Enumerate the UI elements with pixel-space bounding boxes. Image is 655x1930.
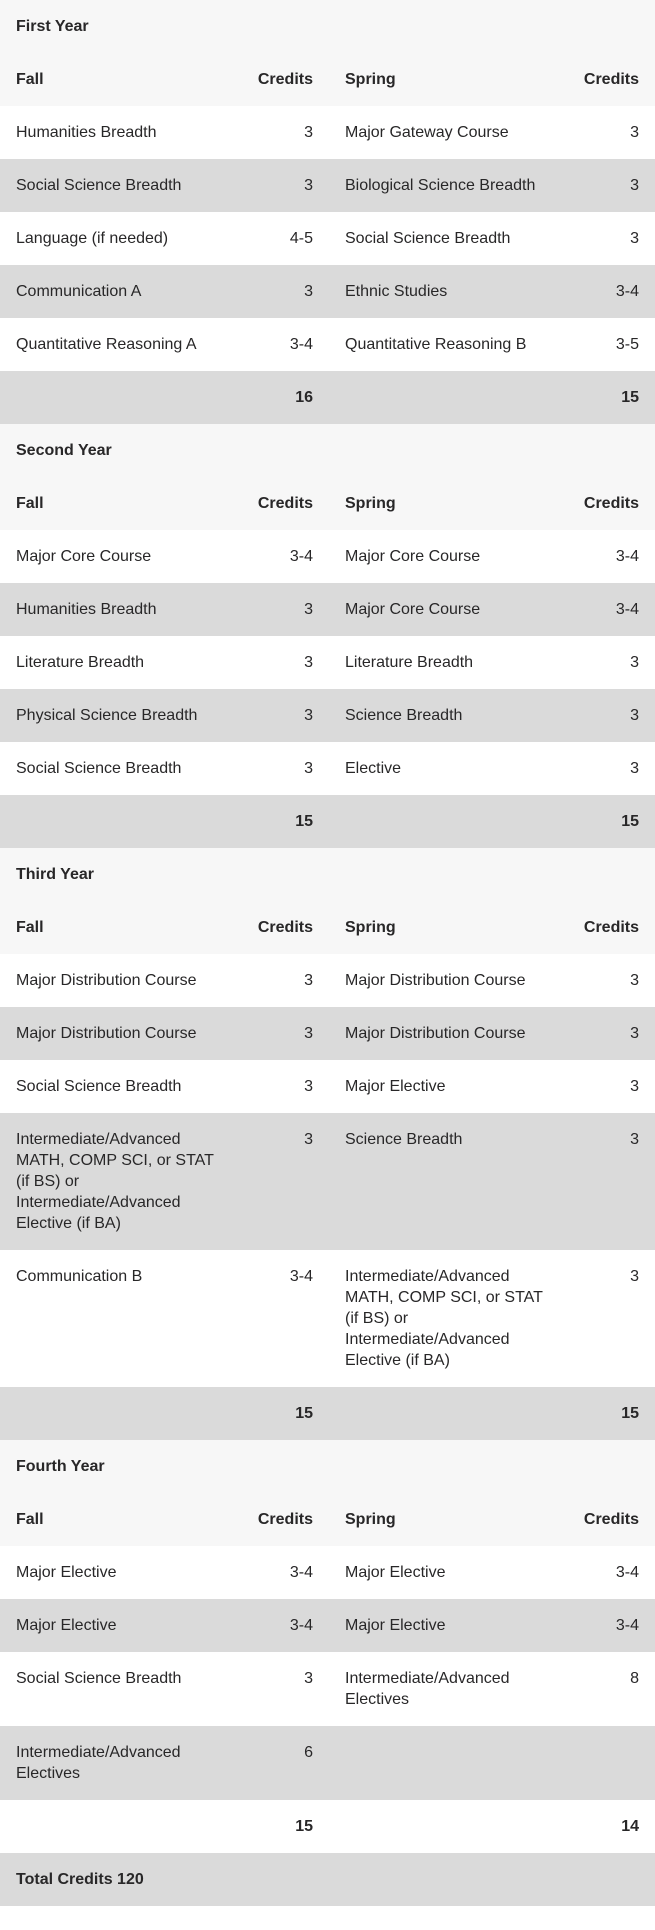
fall-course: Major Core Course (0, 530, 232, 583)
term-total-row (0, 1387, 655, 1440)
spring-total: 14 (562, 1800, 655, 1853)
fall-total: 15 (232, 795, 329, 848)
fall-credits-header: Credits (232, 477, 329, 530)
spring-course: Major Gateway Course (329, 106, 562, 159)
term-total-row (0, 1800, 655, 1853)
fall-credits-header: Credits (232, 901, 329, 954)
column-header-row (0, 53, 655, 106)
fall-total: 16 (232, 371, 329, 424)
spring-course-credits: 3 (562, 742, 655, 795)
spring-course-credits: 3 (562, 159, 655, 212)
fall-course-credits: 3 (232, 742, 329, 795)
spring-course: Biological Science Breadth (329, 159, 562, 212)
course-row (0, 742, 655, 795)
spring-course: Major Core Course (329, 530, 562, 583)
fall-course: Humanities Breadth (0, 106, 232, 159)
year-title: Fourth Year (0, 1440, 655, 1493)
course-row (0, 530, 655, 583)
fall-course: Physical Science Breadth (0, 689, 232, 742)
course-row (0, 689, 655, 742)
fall-course-credits: 4-5 (232, 212, 329, 265)
blank-cell (329, 795, 562, 848)
spring-credits-header: Credits (562, 901, 655, 954)
fall-credits-header: Credits (232, 53, 329, 106)
course-row (0, 1250, 655, 1387)
fall-course: Intermediate/Advanced Electives (0, 1726, 232, 1800)
course-row (0, 1060, 655, 1113)
spring-course (329, 1726, 562, 1800)
spring-course: Literature Breadth (329, 636, 562, 689)
spring-course-credits: 3-4 (562, 265, 655, 318)
year-row-fourth (0, 1440, 655, 1493)
course-row (0, 1546, 655, 1599)
fall-course-credits: 3 (232, 1060, 329, 1113)
spring-course-credits: 3 (562, 1113, 655, 1250)
spring-header: Spring (329, 477, 562, 530)
fall-course-credits: 3-4 (232, 530, 329, 583)
course-row (0, 1726, 655, 1800)
fall-course-credits: 6 (232, 1726, 329, 1800)
fall-course-credits: 3 (232, 689, 329, 742)
spring-header: Spring (329, 901, 562, 954)
fall-course-credits: 3 (232, 159, 329, 212)
spring-course-credits (562, 1726, 655, 1800)
course-row (0, 636, 655, 689)
spring-course-credits: 3-4 (562, 1546, 655, 1599)
fall-course-credits: 3 (232, 265, 329, 318)
spring-course-credits: 3 (562, 1060, 655, 1113)
fall-course: Major Elective (0, 1599, 232, 1652)
year-row-first (0, 0, 655, 53)
fall-course-credits: 3-4 (232, 1250, 329, 1387)
blank-cell (0, 1800, 232, 1853)
spring-course-credits: 3 (562, 689, 655, 742)
course-row (0, 265, 655, 318)
blank-cell (0, 371, 232, 424)
spring-credits-header: Credits (562, 53, 655, 106)
spring-course-credits: 3 (562, 954, 655, 1007)
spring-course: Major Distribution Course (329, 954, 562, 1007)
spring-course-credits: 3 (562, 1007, 655, 1060)
fall-course: Intermediate/Advanced MATH, COMP SCI, or STAT (if BS) or Intermediate/Advanced Elective (if BA) (0, 1113, 232, 1250)
fall-total: 15 (232, 1387, 329, 1440)
spring-course: Science Breadth (329, 1113, 562, 1250)
spring-course-credits: 3 (562, 1250, 655, 1387)
spring-credits-header: Credits (562, 477, 655, 530)
course-row (0, 212, 655, 265)
spring-course: Intermediate/Advanced Electives (329, 1652, 562, 1726)
column-header-row (0, 901, 655, 954)
fall-course: Social Science Breadth (0, 159, 232, 212)
fall-header: Fall (0, 901, 232, 954)
fall-course-credits: 3 (232, 1113, 329, 1250)
course-row (0, 583, 655, 636)
fall-course: Social Science Breadth (0, 1060, 232, 1113)
fall-course-credits: 3-4 (232, 318, 329, 371)
blank-cell (0, 795, 232, 848)
spring-header: Spring (329, 1493, 562, 1546)
spring-course-credits: 3 (562, 106, 655, 159)
fall-course-credits: 3 (232, 636, 329, 689)
spring-course: Science Breadth (329, 689, 562, 742)
fall-course: Major Distribution Course (0, 1007, 232, 1060)
spring-header: Spring (329, 53, 562, 106)
fall-course-credits: 3 (232, 954, 329, 1007)
fall-course: Communication B (0, 1250, 232, 1387)
fall-course-credits: 3 (232, 1652, 329, 1726)
course-row (0, 1652, 655, 1726)
fall-course: Major Distribution Course (0, 954, 232, 1007)
spring-course-credits: 8 (562, 1652, 655, 1726)
course-row (0, 954, 655, 1007)
year-title: Second Year (0, 424, 655, 477)
spring-course-credits: 3-5 (562, 318, 655, 371)
fall-course-credits: 3 (232, 1007, 329, 1060)
total-credits-row (0, 1853, 655, 1906)
spring-total: 15 (562, 371, 655, 424)
spring-course: Major Elective (329, 1546, 562, 1599)
fall-course-credits: 3 (232, 106, 329, 159)
spring-total: 15 (562, 1387, 655, 1440)
course-row (0, 1007, 655, 1060)
spring-course: Ethnic Studies (329, 265, 562, 318)
total-credits: Total Credits 120 (0, 1853, 655, 1906)
blank-cell (0, 1387, 232, 1440)
year-row-third (0, 848, 655, 901)
fall-course: Literature Breadth (0, 636, 232, 689)
course-row (0, 106, 655, 159)
spring-course-credits: 3 (562, 212, 655, 265)
spring-credits-header: Credits (562, 1493, 655, 1546)
spring-course: Major Elective (329, 1599, 562, 1652)
spring-course: Elective (329, 742, 562, 795)
course-row (0, 159, 655, 212)
fall-course: Communication A (0, 265, 232, 318)
term-total-row (0, 371, 655, 424)
column-header-row (0, 1493, 655, 1546)
fall-course: Humanities Breadth (0, 583, 232, 636)
blank-cell (329, 1800, 562, 1853)
fall-course: Social Science Breadth (0, 742, 232, 795)
spring-course: Major Distribution Course (329, 1007, 562, 1060)
year-title: Third Year (0, 848, 655, 901)
spring-course-credits: 3-4 (562, 530, 655, 583)
course-row (0, 318, 655, 371)
fall-course-credits: 3 (232, 583, 329, 636)
fall-course-credits: 3-4 (232, 1599, 329, 1652)
spring-course-credits: 3 (562, 636, 655, 689)
spring-course: Intermediate/Advanced MATH, COMP SCI, or STAT (if BS) or Intermediate/Advanced Elective (if BA) (329, 1250, 562, 1387)
year-title: First Year (0, 0, 655, 53)
fall-header: Fall (0, 1493, 232, 1546)
fall-header: Fall (0, 53, 232, 106)
spring-course: Major Core Course (329, 583, 562, 636)
column-header-row (0, 477, 655, 530)
fall-course: Major Elective (0, 1546, 232, 1599)
course-row (0, 1113, 655, 1250)
fall-course: Language (if needed) (0, 212, 232, 265)
year-row-second (0, 424, 655, 477)
blank-cell (329, 371, 562, 424)
spring-course-credits: 3-4 (562, 583, 655, 636)
spring-course-credits: 3-4 (562, 1599, 655, 1652)
fall-credits-header: Credits (232, 1493, 329, 1546)
fall-header: Fall (0, 477, 232, 530)
fall-course: Social Science Breadth (0, 1652, 232, 1726)
spring-course: Major Elective (329, 1060, 562, 1113)
term-total-row (0, 795, 655, 848)
fall-course-credits: 3-4 (232, 1546, 329, 1599)
course-row (0, 1599, 655, 1652)
spring-course: Quantitative Reasoning B (329, 318, 562, 371)
blank-cell (329, 1387, 562, 1440)
spring-total: 15 (562, 795, 655, 848)
fall-course: Quantitative Reasoning A (0, 318, 232, 371)
spring-course: Social Science Breadth (329, 212, 562, 265)
fall-total: 15 (232, 1800, 329, 1853)
